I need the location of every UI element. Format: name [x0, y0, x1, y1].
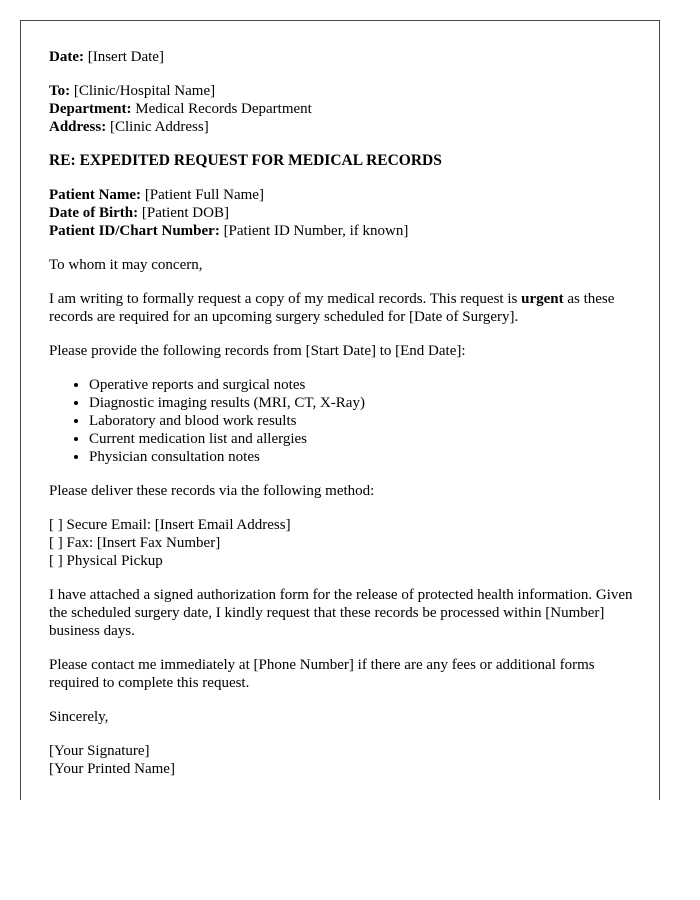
to-label: To:	[49, 83, 71, 99]
date-block	[49, 48, 639, 66]
patient-dob-line	[49, 204, 639, 222]
records-list	[49, 376, 639, 466]
patient-block	[49, 186, 639, 240]
patient-name-line	[49, 186, 639, 204]
delivery-option-email: [ ] Secure Email: [Insert Email Address]	[49, 517, 291, 533]
department-value: Medical Records Department	[131, 101, 312, 117]
intro-text-start: I am writing to formally request a copy of my medical records. This request is	[49, 291, 522, 307]
patient-name-value: [Patient Full Name]	[141, 187, 264, 203]
patient-dob-value: [Patient DOB]	[138, 205, 229, 221]
department-label: Department:	[49, 101, 132, 117]
printed-name-line: [Your Printed Name]	[49, 761, 175, 777]
contact-paragraph: Please contact me immediately at [Phone Number] if there are any fees or additional forms required to complete this request.	[49, 657, 595, 691]
intro-text-end: as these records are required for an upcoming surgery scheduled for [Date of Surgery].	[49, 291, 615, 325]
signature-line: [Your Signature]	[49, 743, 150, 759]
patient-id-label: Patient ID/Chart Number:	[49, 223, 220, 239]
list-item: • Physician consultation notes	[89, 448, 639, 466]
delivery-option-fax: [ ] Fax: [Insert Fax Number]	[49, 535, 221, 551]
records-intro: Please provide the following records from [Start Date] to [End Date]:	[49, 343, 466, 359]
patient-dob-label: Date of Birth:	[49, 205, 139, 221]
subject-heading: RE: EXPEDITED REQUEST FOR MEDICAL RECORDS	[49, 152, 442, 169]
urgent-emphasis: urgent	[521, 291, 564, 307]
delivery-intro: Please deliver these records via the following method:	[49, 483, 375, 499]
salutation: To whom it may concern,	[49, 257, 203, 273]
list-item: • Laboratory and blood work results	[89, 412, 639, 430]
date-value: [Insert Date]	[83, 49, 164, 65]
address-label: Address:	[49, 119, 107, 135]
patient-name-label: Patient Name:	[49, 187, 142, 203]
delivery-option-pickup: [ ] Physical Pickup	[49, 553, 163, 569]
department-line	[49, 100, 639, 118]
list-item: • Operative reports and surgical notes	[89, 376, 639, 394]
to-line	[49, 82, 639, 100]
address-value: [Clinic Address]	[106, 119, 209, 135]
patient-id-value: [Patient ID Number, if known]	[219, 223, 409, 239]
recipient-block	[49, 82, 639, 136]
signature-block	[49, 742, 639, 778]
closing: Sincerely,	[49, 709, 109, 725]
delivery-options	[49, 516, 639, 570]
letter-page	[20, 20, 660, 800]
date-line	[49, 48, 639, 66]
to-value: [Clinic/Hospital Name]	[70, 83, 216, 99]
list-item: • Diagnostic imaging results (MRI, CT, X-Ray)	[89, 394, 639, 412]
patient-id-line	[49, 222, 639, 240]
list-item: • Current medication list and allergies	[89, 430, 639, 448]
letter-content	[49, 48, 639, 794]
address-line	[49, 118, 639, 136]
authorization-paragraph: I have attached a signed authorization form for the release of protected health information. Given the scheduled surgery date, I kindly request that these records be processed within [Number] business days.	[49, 587, 633, 639]
intro-paragraph	[49, 290, 639, 326]
date-label: Date:	[49, 49, 84, 65]
